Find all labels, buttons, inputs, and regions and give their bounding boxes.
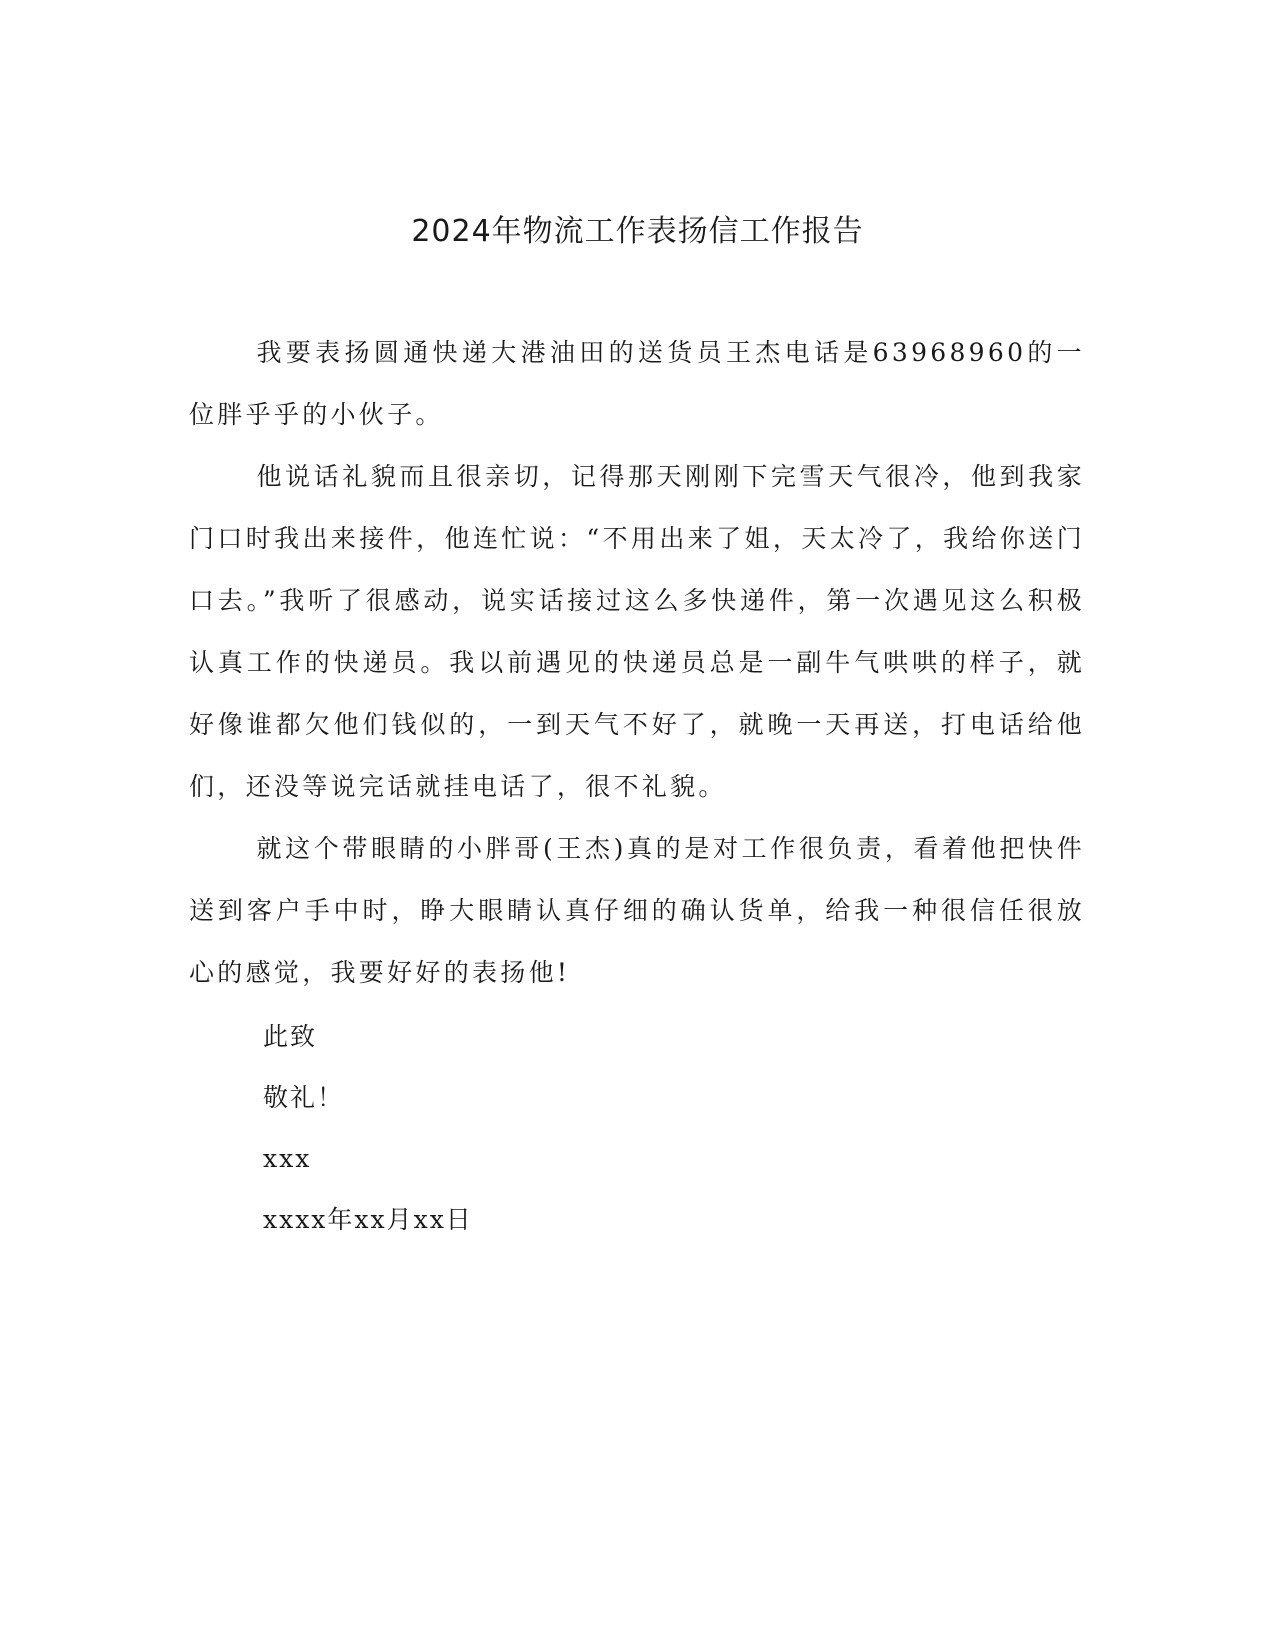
signature: xxx [263, 1144, 312, 1173]
paragraph-2: 他说话礼貌而且很亲切，记得那天刚刚下完雪天气很冷，他到我家门口时我出来接件，他连忙说：“不用出来了姐，天太冷了，我给你送门口去。”我听了很感动，说实话接过这么多快递件，第一次遇见这么积极认真工作的快递员。我以前遇见的快递员总是一副牛气哄哄的样子，就好像谁都欠他们钱似的，一到天气不好了，就晚一天再送，打电话给他们，还没等说完话就挂电话了，很不礼貌。 [189, 462, 1085, 801]
document-title: 2024年物流工作表扬信工作报告 [411, 214, 864, 249]
letter-body [189, 322, 1085, 1004]
paragraph-3: 就这个带眼睛的小胖哥(王杰)真的是对工作很负责，看着他把快件送到客户手中时，睁大眼睛认真仔细的确认货单，给我一种很信任很放心的感觉，我要好好的表扬他! [189, 834, 1085, 987]
closing-salutation: 此致 [263, 1022, 318, 1051]
letter-date: xxxx年xx月xx日 [263, 1205, 473, 1234]
letter-closing [263, 1006, 473, 1250]
closing-regards: 敬礼！ [263, 1083, 345, 1112]
paragraph-1: 我要表扬圆通快递大港油田的送货员王杰电话是63968960的一位胖乎乎的小伙子。 [189, 338, 1085, 429]
